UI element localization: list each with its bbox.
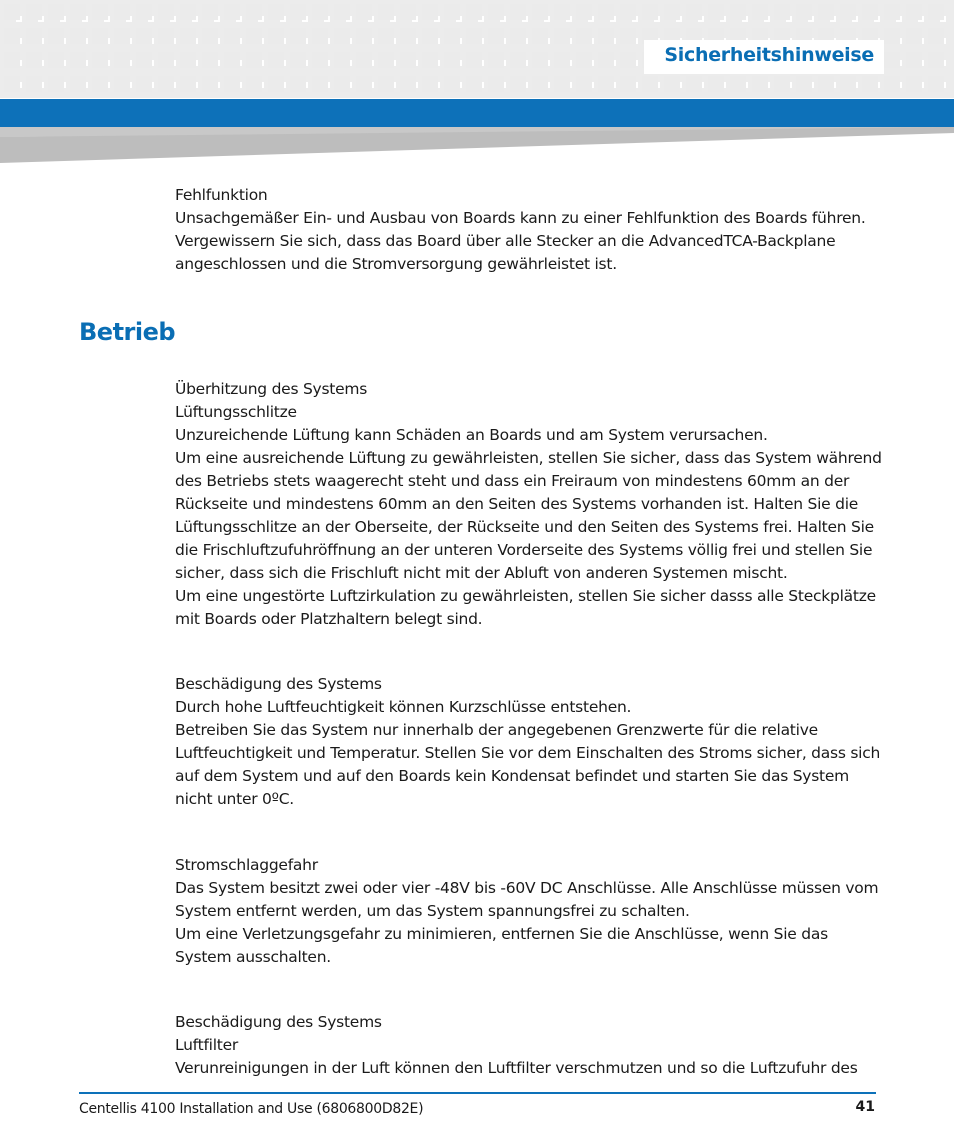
header-tile — [466, 76, 482, 92]
header-tile — [576, 76, 592, 92]
header-tile — [312, 28, 328, 44]
header-tile — [510, 76, 526, 92]
header-tile — [92, 28, 108, 44]
header-tile — [466, 28, 482, 44]
header-tile — [400, 76, 416, 92]
header-tile — [840, 76, 856, 92]
warning-title: Überhitzung des Systems — [175, 380, 368, 398]
running-header-title: Sicherheitshinweise — [664, 44, 874, 66]
header-tile — [334, 76, 350, 92]
header-tile — [268, 52, 284, 68]
header-tile — [752, 4, 768, 20]
header-tile — [26, 28, 42, 44]
header-tile — [532, 52, 548, 68]
header-tile — [268, 28, 284, 44]
header-tile — [466, 52, 482, 68]
header-tile — [532, 28, 548, 44]
header-tile — [884, 4, 900, 20]
header-tile — [730, 4, 746, 20]
warning-title: Fehlfunktion — [175, 186, 268, 204]
header-tile — [488, 28, 504, 44]
section-heading-betrieb: Betrieb — [79, 318, 176, 346]
header-tile — [598, 52, 614, 68]
header-tile — [510, 28, 526, 44]
header-tile — [356, 76, 372, 92]
header-tile — [532, 4, 548, 20]
header-tile — [158, 76, 174, 92]
header-tile — [4, 4, 20, 20]
header-tile — [774, 4, 790, 20]
header-tile — [268, 76, 284, 92]
header-tile — [26, 52, 42, 68]
header-tile — [334, 52, 350, 68]
header-tile — [928, 4, 944, 20]
stromschlag-block — [175, 854, 885, 969]
header-tile — [224, 52, 240, 68]
header-tile — [290, 4, 306, 20]
header-tile — [444, 52, 460, 68]
header-tile — [598, 4, 614, 20]
header-tile — [576, 28, 592, 44]
header-tile — [444, 76, 460, 92]
header-tile — [378, 76, 394, 92]
header-tile — [818, 4, 834, 20]
header-tile — [906, 52, 922, 68]
header-tile — [884, 28, 900, 44]
header-tile — [510, 52, 526, 68]
header-tile — [378, 28, 394, 44]
header-tile — [48, 28, 64, 44]
footer-document-title: Centellis 4100 Installation and Use (6806800D82E) — [79, 1101, 424, 1117]
header-tile — [488, 52, 504, 68]
header-tile — [422, 52, 438, 68]
paragraph: Das System besitzt zwei oder vier -48V bis -60V DC Anschlüsse. Alle Anschlüsse müssen vom System entfernt werden, um das System spannungsfrei zu schalten. — [175, 879, 879, 920]
header-tile — [576, 52, 592, 68]
paragraph: Um eine Verletzungsgefahr zu minimieren, entfernen Sie die Anschlüsse, wenn Sie das System ausschalten. — [175, 925, 828, 966]
header-tile — [576, 4, 592, 20]
header-tile — [114, 28, 130, 44]
ueberhitzung-block — [175, 378, 885, 631]
header-tile — [114, 4, 130, 20]
header-tile — [356, 4, 372, 20]
header-tile — [884, 52, 900, 68]
header-tile — [224, 76, 240, 92]
header-tile — [620, 28, 636, 44]
header-tile — [378, 4, 394, 20]
header-tile — [818, 76, 834, 92]
header-tile — [598, 28, 614, 44]
header-tile — [906, 4, 922, 20]
header-tile — [730, 76, 746, 92]
header-tile — [488, 4, 504, 20]
header-tile — [312, 76, 328, 92]
header-tile — [488, 76, 504, 92]
header-tile — [48, 76, 64, 92]
header-tile — [4, 52, 20, 68]
header-tile — [356, 52, 372, 68]
header-tile — [796, 4, 812, 20]
header-tile — [158, 4, 174, 20]
header-tile — [246, 28, 262, 44]
header-tile — [664, 76, 680, 92]
warning-title: Beschädigung des Systems — [175, 675, 382, 693]
beschaedigung-block-2 — [175, 1011, 885, 1080]
header-tile — [312, 52, 328, 68]
header-tile — [70, 4, 86, 20]
header-tile — [180, 4, 196, 20]
header-tile — [158, 52, 174, 68]
header-tile — [686, 76, 702, 92]
header-tile — [290, 28, 306, 44]
header-tile — [708, 4, 724, 20]
header-tile — [840, 4, 856, 20]
header-tile — [26, 76, 42, 92]
header-tile — [92, 4, 108, 20]
header-tile — [180, 76, 196, 92]
header-tile — [246, 4, 262, 20]
paragraph: Durch hohe Luftfeuchtigkeit können Kurzschlüsse entstehen. — [175, 698, 632, 716]
header-tile — [180, 28, 196, 44]
header-tile — [136, 28, 152, 44]
header-tile — [598, 76, 614, 92]
header-tile — [4, 76, 20, 92]
header-tile — [378, 52, 394, 68]
header-tile — [334, 4, 350, 20]
header-tile — [928, 76, 944, 92]
header-gray-wedge — [0, 127, 954, 163]
header-tile — [400, 52, 416, 68]
header-tile — [114, 52, 130, 68]
paragraph: Unsachgemäßer Ein- und Ausbau von Boards kann zu einer Fehlfunktion des Boards führen. Vergewissern Sie sich, dass das Board über alle Stecker an die AdvancedTCA-Backplane angeschlossen und die Stromversorgung gewährleistet ist. — [175, 209, 866, 273]
header-tile — [400, 4, 416, 20]
header-tile — [774, 76, 790, 92]
fehlfunktion-block — [175, 184, 885, 276]
header-tile — [422, 28, 438, 44]
header-tile — [510, 4, 526, 20]
header-tile — [906, 28, 922, 44]
header-tile — [70, 76, 86, 92]
header-tile — [48, 4, 64, 20]
header-tile — [620, 4, 636, 20]
warning-title: Stromschlaggefahr — [175, 856, 318, 874]
header-tile — [686, 4, 702, 20]
header-blue-bar — [0, 99, 954, 127]
header-tile — [884, 76, 900, 92]
warning-subtitle: Lüftungsschlitze — [175, 403, 297, 421]
header-tile — [70, 52, 86, 68]
header-tile — [48, 52, 64, 68]
page-number: 41 — [855, 1099, 875, 1115]
header-tile — [642, 76, 658, 92]
header-tile — [70, 28, 86, 44]
header-tile — [246, 52, 262, 68]
header-tile — [92, 52, 108, 68]
header-tile — [664, 4, 680, 20]
warning-title: Beschädigung des Systems — [175, 1013, 382, 1031]
paragraph: Um eine ausreichende Lüftung zu gewährleisten, stellen Sie sicher, dass das System während des Betriebs stets waagerecht steht und dass ein Freiraum von mindestens 60mm an der Rückseite und mindestens 60mm an den Seiten des Systems vorhanden ist. Halten Sie die Lüftungsschlitze an der Oberseite, der Rückseite und den Seiten des Systems frei. Halten Sie die Frischluftzufuhröffnung an der unteren Vorderseite des Systems völlig frei und stellen Sie sicher, dass sich die Frischluft nicht mit der Abluft von anderen Systemen mischt. — [175, 449, 882, 582]
header-tile — [532, 76, 548, 92]
header-tile — [246, 76, 262, 92]
header-tile — [92, 76, 108, 92]
header-tile — [554, 28, 570, 44]
header-tile — [400, 28, 416, 44]
header-tile — [928, 28, 944, 44]
header-tile — [796, 76, 812, 92]
header-tile — [268, 4, 284, 20]
header-tile — [290, 76, 306, 92]
beschaedigung-block-1 — [175, 673, 885, 811]
header-tile — [356, 28, 372, 44]
header-tile — [312, 4, 328, 20]
header-tile — [202, 76, 218, 92]
header-tile — [708, 76, 724, 92]
header-tile — [202, 28, 218, 44]
header-tile — [4, 28, 20, 44]
header-tile — [444, 4, 460, 20]
header-tile — [906, 76, 922, 92]
header-tile — [202, 4, 218, 20]
header-tile — [620, 52, 636, 68]
header-tile — [224, 28, 240, 44]
header-tile — [290, 52, 306, 68]
header-tile — [554, 52, 570, 68]
header-tile — [862, 76, 878, 92]
header-tile — [334, 28, 350, 44]
header-tile — [422, 76, 438, 92]
header-tile — [224, 4, 240, 20]
paragraph: Betreiben Sie das System nur innerhalb der angegebenen Grenzwerte für die relative Luftfeuchtigkeit und Temperatur. Stellen Sie vor dem Einschalten des Stroms sicher, dass sich auf dem System und auf den Boards kein Kondensat befindet und starten Sie das System nicht unter 0ºC. — [175, 721, 881, 808]
header-tile — [752, 76, 768, 92]
warning-subtitle: Luftfilter — [175, 1036, 239, 1054]
header-tile — [642, 4, 658, 20]
header-tile — [136, 52, 152, 68]
header-tile — [862, 4, 878, 20]
header-tile — [444, 28, 460, 44]
header-tile — [136, 76, 152, 92]
header-tile — [554, 76, 570, 92]
header-tile — [114, 76, 130, 92]
header-tile — [158, 28, 174, 44]
paragraph: Verunreinigungen in der Luft können den Luftfilter verschmutzen und so die Luftzufuhr des — [175, 1059, 858, 1077]
header-tile — [928, 52, 944, 68]
footer-rule — [79, 1092, 876, 1094]
header-tile — [136, 4, 152, 20]
header-tile — [466, 4, 482, 20]
header-tile — [202, 52, 218, 68]
header-tile — [620, 76, 636, 92]
paragraph: Unzureichende Lüftung kann Schäden an Boards und am System verursachen. — [175, 426, 768, 444]
header-tile — [422, 4, 438, 20]
paragraph: Um eine ungestörte Luftzirkulation zu gewährleisten, stellen Sie sicher dasss alle Steckplätze mit Boards oder Platzhaltern belegt sind. — [175, 587, 876, 628]
header-tile — [26, 4, 42, 20]
header-tile — [180, 52, 196, 68]
header-tile — [554, 4, 570, 20]
